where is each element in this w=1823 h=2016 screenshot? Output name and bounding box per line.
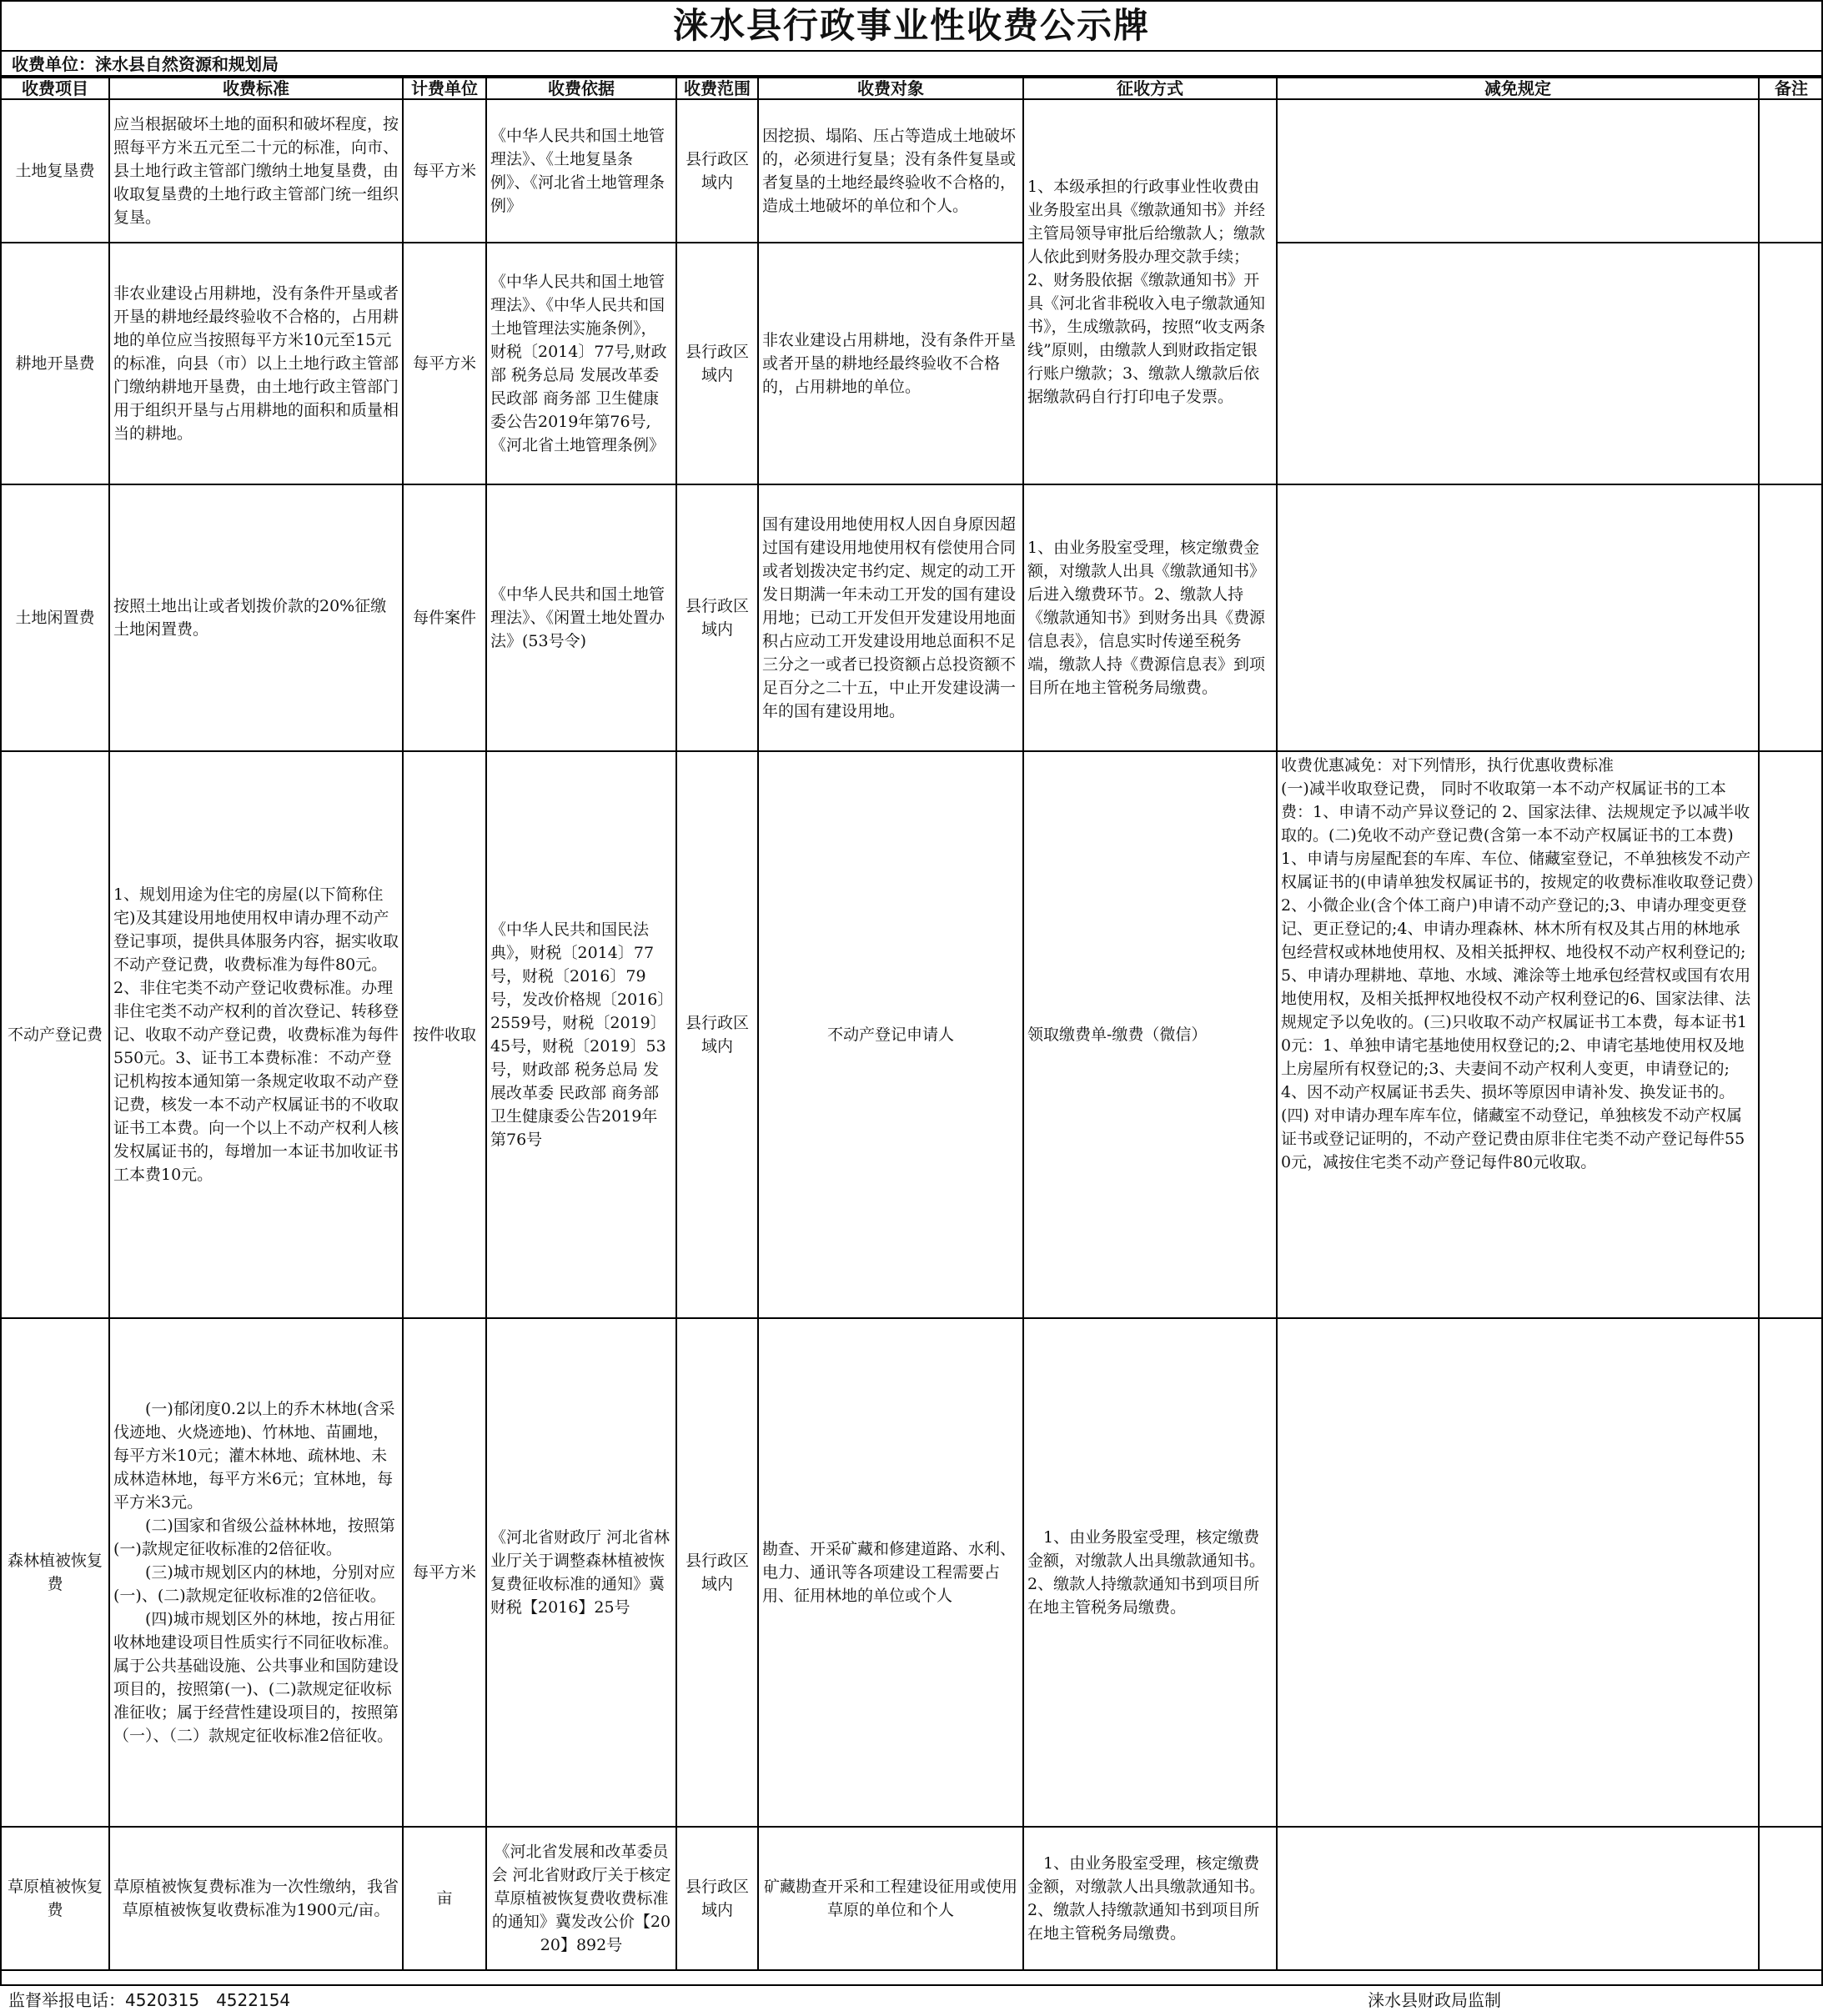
header-unit: 计费单位 [403,78,486,99]
row-standard: 草原植被恢复费标准为一次性缴纳，我省草原植被恢复收费标准为1900元/亩。 [109,1827,403,1970]
footer [0,1984,1823,2016]
header-method: 征收方式 [1023,78,1277,99]
row-unit: 按件收取 [403,751,486,1318]
row-reduction [1277,243,1759,484]
row-remark [1759,243,1823,484]
row-basis: 《河北省财政厅 河北省林业厅关于调整森林植被恢复费征收标准的通知》冀财税【2016】25号 [486,1318,676,1827]
row-unit: 每平方米 [403,1318,486,1827]
row-target: 不动产登记申请人 [758,751,1023,1318]
row-target: 非农业建设占用耕地，没有条件开垦或者开垦的耕地经最终验收不合格的，占用耕地的单位。 [758,243,1023,484]
row-basis: 《中华人民共和国土地管理法》、《闲置土地处置办法》(53号令) [486,484,676,751]
row-method: 1、由业务股室受理，核定缴费金额，对缴款人出具缴款通知书。2、缴款人持缴款通知书到项目所在地主管税务局缴费。 [1023,1827,1277,1970]
row-standard: 应当根据破坏土地的面积和破坏程度，按照每平方米五元至二十元的标准，向市、县土地行政主管部门缴纳土地复垦费，由收取复垦费的土地行政主管部门统一组织复垦。 [109,99,403,243]
row-scope: 县行政区域内 [676,1318,758,1827]
row-item: 土地复垦费 [1,99,109,243]
row-target: 国有建设用地使用权人因自身原因超过国有建设用地使用权有偿使用合同或者划拨决定书约定、规定的动工开发日期满一年未动工开发的国有建设用地；已动工开发但开发建设用地面积占应动工开发建设用地总面积不足三分之一或者已投资额占总投资额不足百分之二十五，中止开发建设满一年的国有建设用地。 [758,484,1023,751]
row-remark [1759,99,1823,243]
row-scope: 县行政区域内 [676,99,758,243]
header-remark: 备注 [1759,78,1823,99]
table-row [1,99,1823,243]
row-standard: 非农业建设占用耕地，没有条件开垦或者开垦的耕地经最终验收不合格的，占用耕地的单位应当按照每平方米10元至15元的标准，向县（市）以上土地行政主管部门缴纳耕地开垦费，由土地行政主管部门用于组织开垦与占用耕地的面积和质量相当的耕地。 [109,243,403,484]
page-title: 涞水县行政事业性收费公示牌 [0,0,1823,52]
row-item: 草原植被恢复费 [1,1827,109,1970]
table-row [1,1318,1823,1827]
header-target: 收费对象 [758,78,1023,99]
row-reduction [1277,484,1759,751]
table-row [1,243,1823,484]
row-standard: (一)郁闭度0.2以上的乔木林地(含采伐迹地、火烧迹地)、竹林地、苗圃地，每平方米10元；灌木林地、疏林地、未成林造林地，每平方米6元；宜林地，每平方米3元。 (二)国家和省级公益林林地，按照第(一)款规定征收标准的2倍征收。 (三)城市规划区内的林地，分别对应(一)、(二)款规定征收标准的2倍征收。 (四)城市规划区外的林地，按占用征收林地建设项目性质实行不同征收标准。属于公共基础设施、公共事业和国防建设项目的，按照第(一)、(二)款规定征收标准征收；属于经营性建设项目的，按照第（一）、（二）款规定征收标准2倍征收。 [109,1318,403,1827]
table-row [1,751,1823,1318]
row-reduction [1277,1318,1759,1827]
header-basis: 收费依据 [486,78,676,99]
row-unit: 亩 [403,1827,486,1970]
row-method-shared: 1、本级承担的行政事业性收费由业务股室出具《缴款通知书》并经主管局领导审批后给缴款人；缴款人依此到财务股办理交款手续；2、财务股依据《缴款通知书》开具《河北省非税收入电子缴款通知书》，生成缴款码，按照“收支两条线”原则，由缴款人到财政指定银行账户缴款；3、缴款人缴款后依据缴款码自行打印电子发票。 [1023,99,1277,484]
row-reduction: 收费优惠减免：对下列情形，执行优惠收费标准 (一)减半收取登记费， 同时不收取第一本不动产权属证书的工本费：1、申请不动产异议登记的 2、国家法律、法规规定予以减半收取的。(二)免收不动产登记费(含第一本不动产权属证书的工本费)1、申请与房屋配套的车库、车位、储藏室登记，不单独核发不动产权属证书的(申请单独发权属证书的，按规定的收费标准收取登记费）2、小微企业(含个体工商户)申请不动产登记的;3、申请办理变更登记、更正登记的;4、申请办理森林、林木所有权及其占用的林地承包经营权或林地使用权、及相关抵押权、地役权不动产权利登记的;5、申请办理耕地、草地、水域、滩涂等土地承包经营权或国有农用地使用权，及相关抵押权地役权不动产权利登记的6、国家法律、法规规定予以免收的。(三)只收取不动产权属证书工本费，每本证书10元：1、单独申请宅基地使用权登记的;2、申请宅基地使用权及地上房屋所有权登记的;3、夫妻间不动产权利人变更，申请登记的;4、因不动产权属证书丢失、损坏等原因申请补发、换发证书的。 (四) 对申请办理车库车位，储藏室不动登记，单独核发不动产权属证书或登记证明的，不动产登记费由原非住宅类不动产登记每件550元，减按住宅类不动产登记每件80元收取。 [1277,751,1759,1318]
supervision-hotline: 监督举报电话：4520315 4522154 [8,1990,291,2010]
header-scope: 收费范围 [676,78,758,99]
header-standard: 收费标准 [109,78,403,99]
row-basis: 《中华人民共和国民法典》，财税〔2014〕77号，财税〔2016〕79号，发改价格规〔2016〕2559号，财税〔2019〕45号，财税〔2019〕53号，财政部 税务总局 发展改革委 民政部 商务部 卫生健康委公告2019年第76号 [486,751,676,1318]
row-method: 领取缴费单-缴费（微信） [1023,751,1277,1318]
row-method: 1、由业务股室受理，核定缴费金额，对缴款人出具缴款通知书。2、缴款人持缴款通知书到项目所在地主管税务局缴费。 [1023,1318,1277,1827]
row-reduction [1277,99,1759,243]
row-standard: 按照土地出让或者划拨价款的20%征缴土地闲置费。 [109,484,403,751]
row-target: 因挖损、塌陷、压占等造成土地破坏的，必须进行复垦；没有条件复垦或者复垦的土地经最终验收不合格的，造成土地破坏的单位和个人。 [758,99,1023,243]
row-target: 矿藏勘查开采和工程建设征用或使用草原的单位和个人 [758,1827,1023,1970]
table-header-row [1,78,1823,99]
row-item: 土地闲置费 [1,484,109,751]
row-remark [1759,1318,1823,1827]
row-item: 耕地开垦费 [1,243,109,484]
row-scope: 县行政区域内 [676,751,758,1318]
row-remark [1759,484,1823,751]
row-standard: 1、规划用途为住宅的房屋(以下简称住宅)及其建设用地使用权申请办理不动产登记事项，提供具体服务内容，据实收取不动产登记费，收费标准为每件80元。2、非住宅类不动产登记收费标准。办理非住宅类不动产权利的首次登记、转移登记、收取不动产登记费，收费标准为每件550元。3、证书工本费标准：不动产登记机构按本通知第一条规定收取不动产登记费，核发一本不动产权属证书的不收取证书工本费。向一个以上不动产权利人核发权属证书的，每增加一本证书加收证书工本费10元。 [109,751,403,1318]
row-method: 1、由业务股室受理，核定缴费金额，对缴款人出具《缴款通知书》后进入缴费环节。2、缴款人持《缴款通知书》到财务出具《费源信息表》，信息实时传递至税务端，缴款人持《费源信息表》到项目所在地主管税务局缴费。 [1023,484,1277,751]
header-reduction: 减免规定 [1277,78,1759,99]
table-row [1,1827,1823,1970]
row-remark [1759,751,1823,1318]
row-basis: 《中华人民共和国土地管理法》、《土地复垦条例》、《河北省土地管理条例》 [486,99,676,243]
fee-table [0,77,1823,1971]
row-basis: 《中华人民共和国土地管理法》、《中华人民共和国土地管理法实施条例》，财税〔2014〕77号,财政部 税务总局 发展改革委 民政部 商务部 卫生健康委公告2019年第76号,《河北省土地管理条例》 [486,243,676,484]
row-unit: 每件案件 [403,484,486,751]
row-reduction [1277,1827,1759,1970]
row-item: 不动产登记费 [1,751,109,1318]
row-remark [1759,1827,1823,1970]
row-unit: 每平方米 [403,99,486,243]
header-item: 收费项目 [1,78,109,99]
supervisor-label: 涞水县财政局监制 [1368,1990,1501,2010]
row-scope: 县行政区域内 [676,484,758,751]
row-basis: 《河北省发展和改革委员会 河北省财政厅关于核定草原植被恢复费收费标准的通知》冀发改公价【2020】892号 [486,1827,676,1970]
row-item: 森林植被恢复费 [1,1318,109,1827]
row-scope: 县行政区域内 [676,243,758,484]
row-target: 勘查、开采矿藏和修建道路、水利、电力、通讯等各项建设工程需要占用、征用林地的单位或个人 [758,1318,1023,1827]
table-row [1,484,1823,751]
fee-unit-line: 收费单位：涞水县自然资源和规划局 [0,52,1823,77]
row-unit: 每平方米 [403,243,486,484]
row-scope: 县行政区域内 [676,1827,758,1970]
